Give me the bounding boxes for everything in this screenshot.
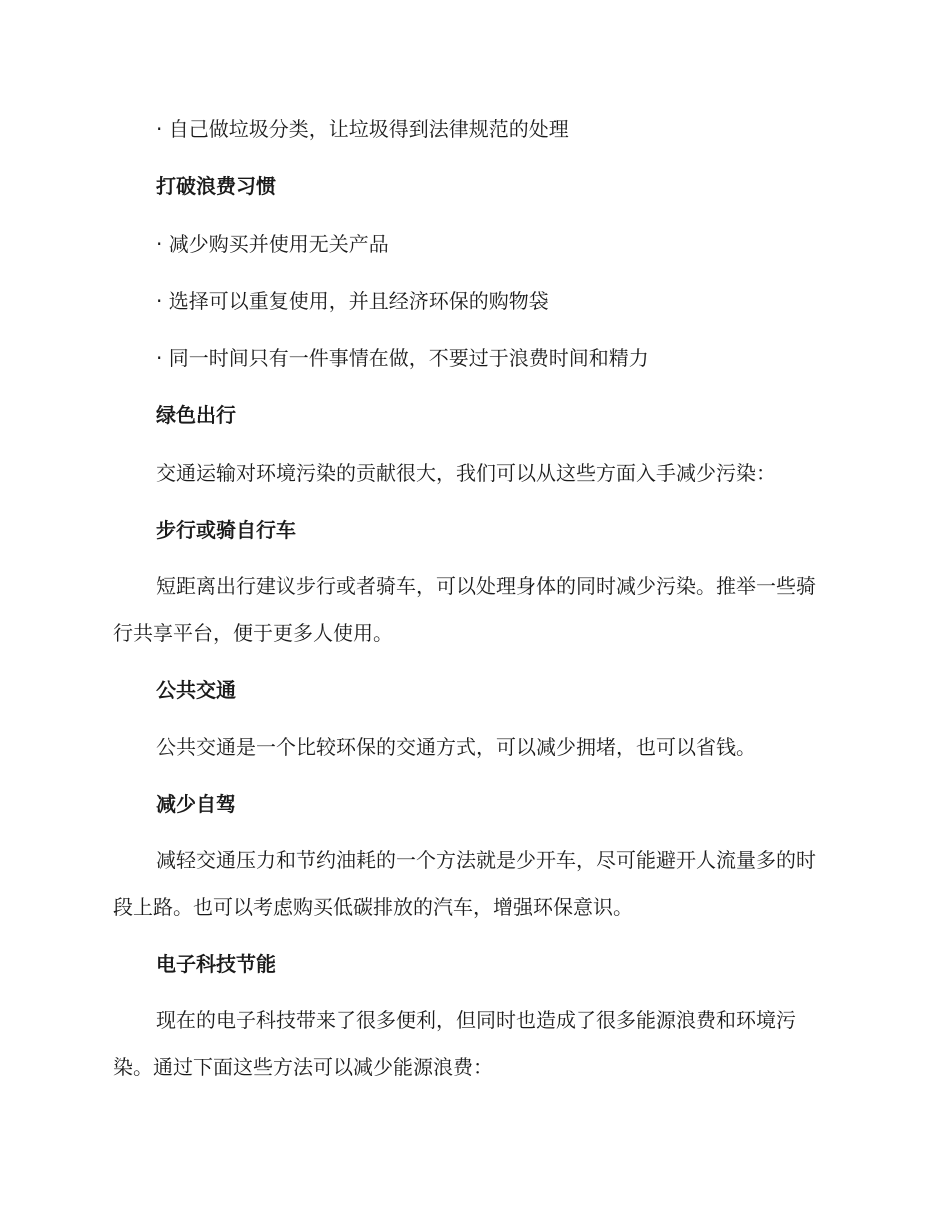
bullet-reusable-bags: · 选择可以重复使用，并且经济环保的购物袋 xyxy=(156,289,549,313)
heading-break-waste-habits: 打破浪费习惯 xyxy=(156,174,276,198)
paragraph-reduce-driving: 减轻交通压力和节约油耗的一个方法就是少开车，尽可能避开人流量多的时段上路。也可以考虑购买低碳排放的汽车，增强环保意识。 xyxy=(113,848,816,919)
bullet-garbage-sorting: · 自己做垃圾分类，让垃圾得到法律规范的处理 xyxy=(156,117,569,141)
bullet-reduce-purchases: · 减少购买并使用无关产品 xyxy=(156,232,389,256)
paragraph-transport-pollution: 交通运输对环境污染的贡献很大，我们可以从这些方面入手减少污染： xyxy=(156,461,776,485)
bullet-one-thing-at-a-time: · 同一时间只有一件事情在做，不要过于浪费时间和精力 xyxy=(156,346,649,370)
heading-public-transport: 公共交通 xyxy=(156,678,236,702)
heading-walk-or-bike: 步行或骑自行车 xyxy=(156,518,296,542)
paragraph-walk-or-bike: 短距离出行建议步行或者骑车，可以处理身体的同时减少污染。推举一些骑行共享平台，便于更多人使用。 xyxy=(113,574,816,645)
paragraph-public-transport: 公共交通是一个比较环保的交通方式，可以减少拥堵，也可以省钱。 xyxy=(156,735,756,759)
heading-reduce-driving: 减少自驾 xyxy=(156,792,236,816)
paragraph-electronics-energy-saving: 现在的电子科技带来了很多便利，但同时也造成了很多能源浪费和环境污染。通过下面这些方法可以减少能源浪费： xyxy=(113,1008,796,1079)
heading-green-travel: 绿色出行 xyxy=(156,403,236,427)
heading-electronics-energy-saving: 电子科技节能 xyxy=(156,952,276,976)
